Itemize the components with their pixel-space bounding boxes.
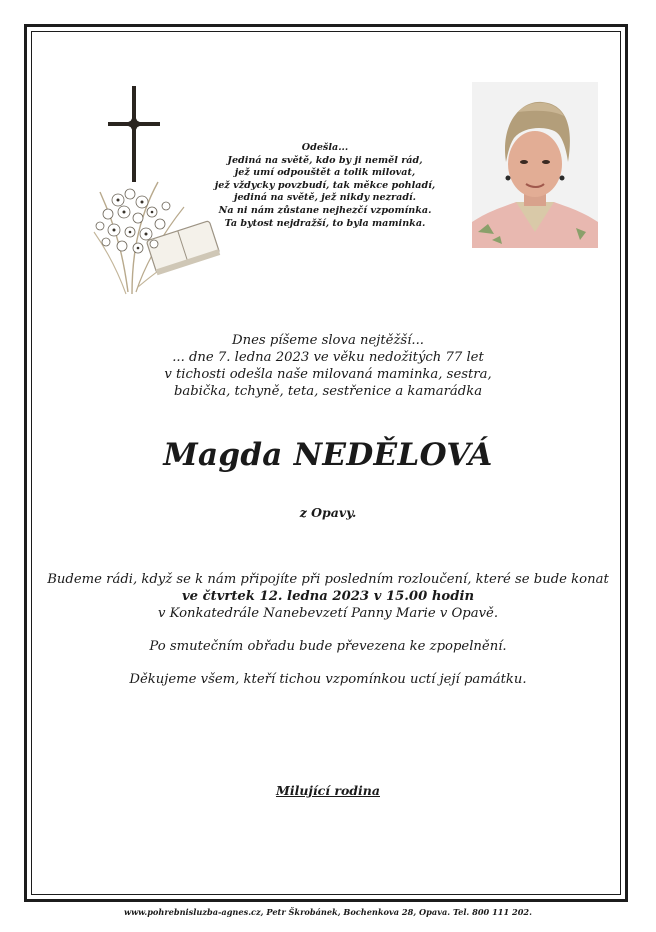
signature bbox=[60, 783, 596, 798]
poem-line: Na ni nám zůstane nejhezčí vzpomínka. bbox=[218, 204, 432, 216]
intro-line: Dnes píšeme slova nejtěžší... bbox=[232, 333, 424, 348]
signature-text: Milující rodina bbox=[275, 783, 380, 798]
poem-line: Jediná na světě, kdo by ji neměl rád, bbox=[227, 154, 423, 166]
poem-line: Ta bytost nejdražší, to byla maminka. bbox=[224, 217, 426, 229]
ceremony-date: ve čtvrtek 12. ledna 2023 v 15.00 hodin bbox=[181, 589, 475, 604]
intro-line: ... dne 7. ledna 2023 ve věku nedožitých 77 let bbox=[172, 350, 484, 365]
ceremony-info bbox=[40, 571, 616, 622]
deceased-name: Magda NEDĚLOVÁ bbox=[163, 437, 493, 473]
poem-line: Odešla... bbox=[301, 142, 349, 153]
deceased-origin: z Opavy. bbox=[299, 505, 357, 520]
intro-line: babička, tchyně, teta, sestřenice a kamarádka bbox=[173, 384, 483, 399]
intro-text bbox=[60, 332, 596, 400]
ceremony-invitation: Budeme rádi, když se k nám připojíte při posledním rozloučení, které se bude konat bbox=[47, 572, 609, 587]
footer-contact: www.pohrebnisluzba-agnes.cz, Petr Škrobánek, Bochenkova 28, Opava. Tel. 800 111 202. bbox=[124, 907, 532, 917]
intro-line: v tichosti odešla naše milovaná maminka, sestra, bbox=[164, 367, 492, 382]
thanks-note: Děkujeme všem, kteří tichou vzpomínkou uctí její památku. bbox=[129, 672, 527, 687]
poem-line: jež vždycky povzbudí, tak měkce pohladí, bbox=[214, 179, 436, 191]
portrait-photo bbox=[472, 82, 598, 248]
poem-line: jež umí odpouštět a tolik milovat, bbox=[234, 167, 416, 179]
cremation-note: Po smutečním obřadu bude převezena ke zpopelnění. bbox=[149, 639, 507, 654]
poem bbox=[200, 142, 450, 230]
poem-line: jediná na světě, jež nikdy nezradí. bbox=[233, 192, 417, 204]
ceremony-place: v Konkatedrále Nanebevzetí Panny Marie v Opavě. bbox=[157, 606, 499, 621]
